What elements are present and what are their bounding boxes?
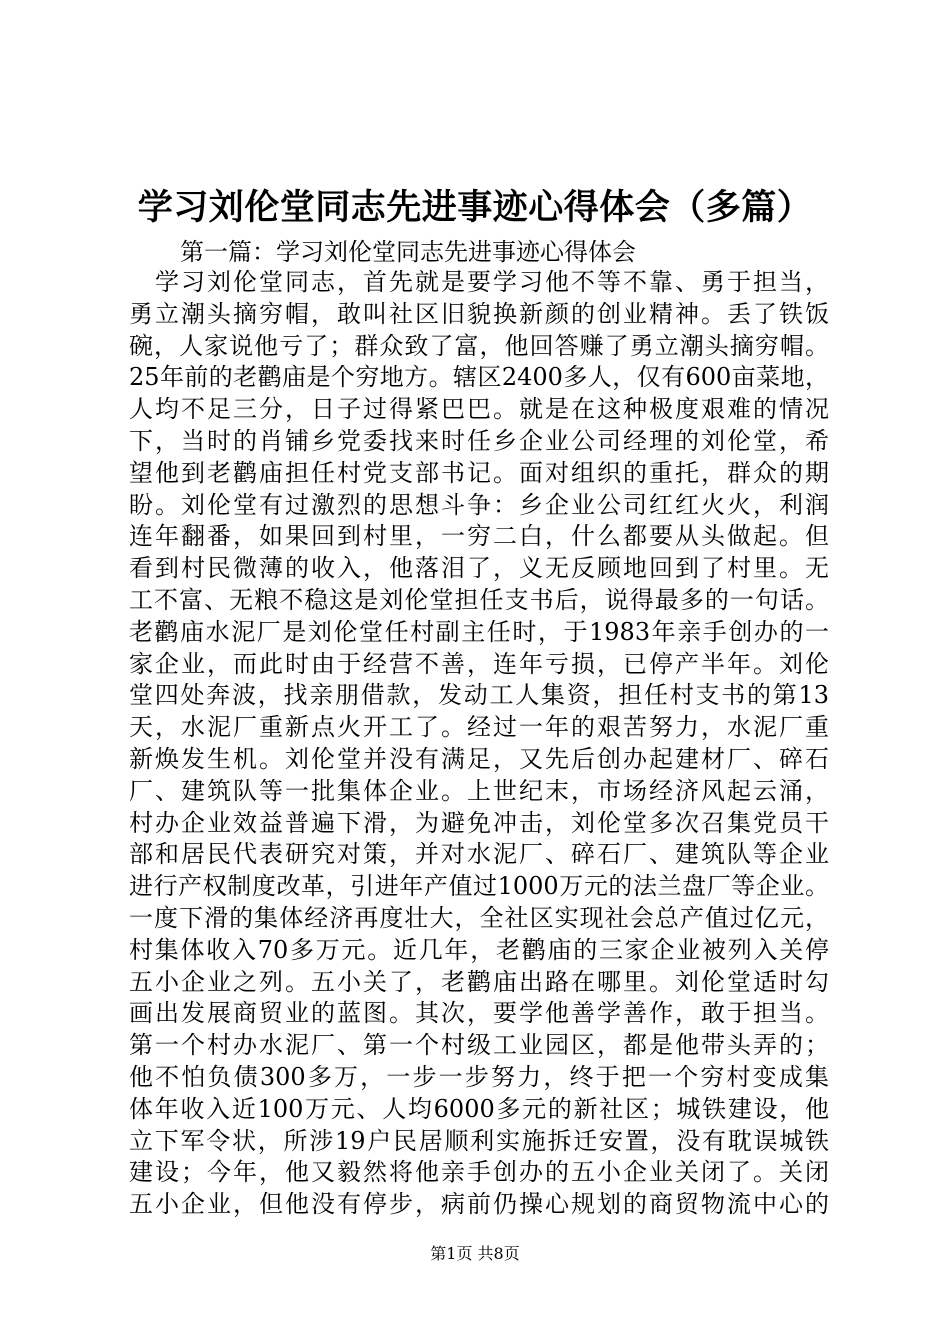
text-line: 他不怕负债300多万，一步一步努力，终于把一个穷村变成集 — [129, 1062, 829, 1091]
text-line: 勇立潮头摘穷帽，敢叫社区旧貌换新颜的创业精神。丢了铁饭 — [129, 299, 829, 328]
text-line: 第一个村办水泥厂、第一个村级工业园区，都是他带头弄的； — [129, 1031, 829, 1060]
body-text — [129, 267, 829, 1221]
text-line: 连年翻番，如果回到村里，一穷二白，什么都要从头做起。但 — [129, 522, 829, 551]
text-line: 工不富、无粮不稳这是刘伦堂担任支书后，说得最多的一句话。 — [129, 585, 829, 614]
text-line: 画出发展商贸业的蓝图。其次，要学他善学善作，敢于担当。 — [129, 999, 829, 1028]
section-heading: 第一篇：学习刘伦堂同志先进事迹心得体会 — [180, 238, 636, 266]
text-line: 看到村民微薄的收入，他落泪了，义无反顾地回到了村里。无 — [129, 554, 829, 583]
page-title: 学习刘伦堂同志先进事迹心得体会（多篇） — [137, 187, 813, 228]
text-line: 堂四处奔波，找亲朋借款，发动工人集资，担任村支书的第13 — [129, 681, 829, 710]
text-line: 25年前的老鹳庙是个穷地方。辖区2400多人，仅有600亩菜地， — [129, 363, 829, 392]
text-line: 立下军令状，所涉19户民居顺利实施拆迁安置，没有耽误城铁 — [129, 1126, 829, 1155]
text-line: 进行产权制度改革，引进年产值过1000万元的法兰盘厂等企业。 — [129, 872, 829, 901]
text-line: 部和居民代表研究对策，并对水泥厂、碎石厂、建筑队等企业 — [129, 840, 829, 869]
text-line: 五小企业之列。五小关了，老鹳庙出路在哪里。刘伦堂适时勾 — [129, 967, 829, 996]
text-line: 一度下滑的集体经济再度壮大，全社区实现社会总产值过亿元， — [129, 903, 829, 932]
text-line: 人均不足三分，日子过得紧巴巴。就是在这种极度艰难的情况 — [129, 395, 829, 424]
text-line: 学习刘伦堂同志，首先就是要学习他不等不靠、勇于担当， — [129, 268, 829, 296]
text-line: 村办企业效益普遍下滑，为避免冲击，刘伦堂多次召集党员干 — [129, 808, 829, 837]
text-line: 厂、建筑队等一批集体企业。上世纪末，市场经济风起云涌， — [129, 776, 829, 805]
text-line: 下，当时的肖铺乡党委找来时任乡企业公司经理的刘伦堂，希 — [129, 426, 829, 455]
text-line: 体年收入近100万元、人均6000多元的新社区；城铁建设，他 — [129, 1094, 829, 1123]
text-line: 天，水泥厂重新点火开工了。经过一年的艰苦努力，水泥厂重 — [129, 713, 829, 742]
text-line: 家企业，而此时由于经营不善，连年亏损，已停产半年。刘伦 — [129, 649, 829, 678]
text-line: 望他到老鹳庙担任村党支部书记。面对组织的重托，群众的期 — [129, 458, 829, 487]
text-line: 碗，人家说他亏了；群众致了富，他回答赚了勇立潮头摘穷帽。 — [129, 331, 829, 360]
page-footer: 第1页 共8页 — [430, 1244, 520, 1263]
text-line: 五小企业，但他没有停步，病前仍操心规划的商贸物流中心的 — [129, 1190, 829, 1219]
text-line: 建设；今年，他又毅然将他亲手创办的五小企业关闭了。关闭 — [129, 1158, 829, 1187]
text-line: 盼。刘伦堂有过激烈的思想斗争：乡企业公司红红火火，利润 — [129, 490, 829, 519]
text-line: 村集体收入70多万元。近几年，老鹳庙的三家企业被列入关停 — [129, 935, 829, 964]
text-line: 新焕发生机。刘伦堂并没有满足，又先后创办起建材厂、碎石 — [129, 744, 829, 773]
text-line: 老鹳庙水泥厂是刘伦堂任村副主任时，于1983年亲手创办的一 — [129, 617, 829, 646]
